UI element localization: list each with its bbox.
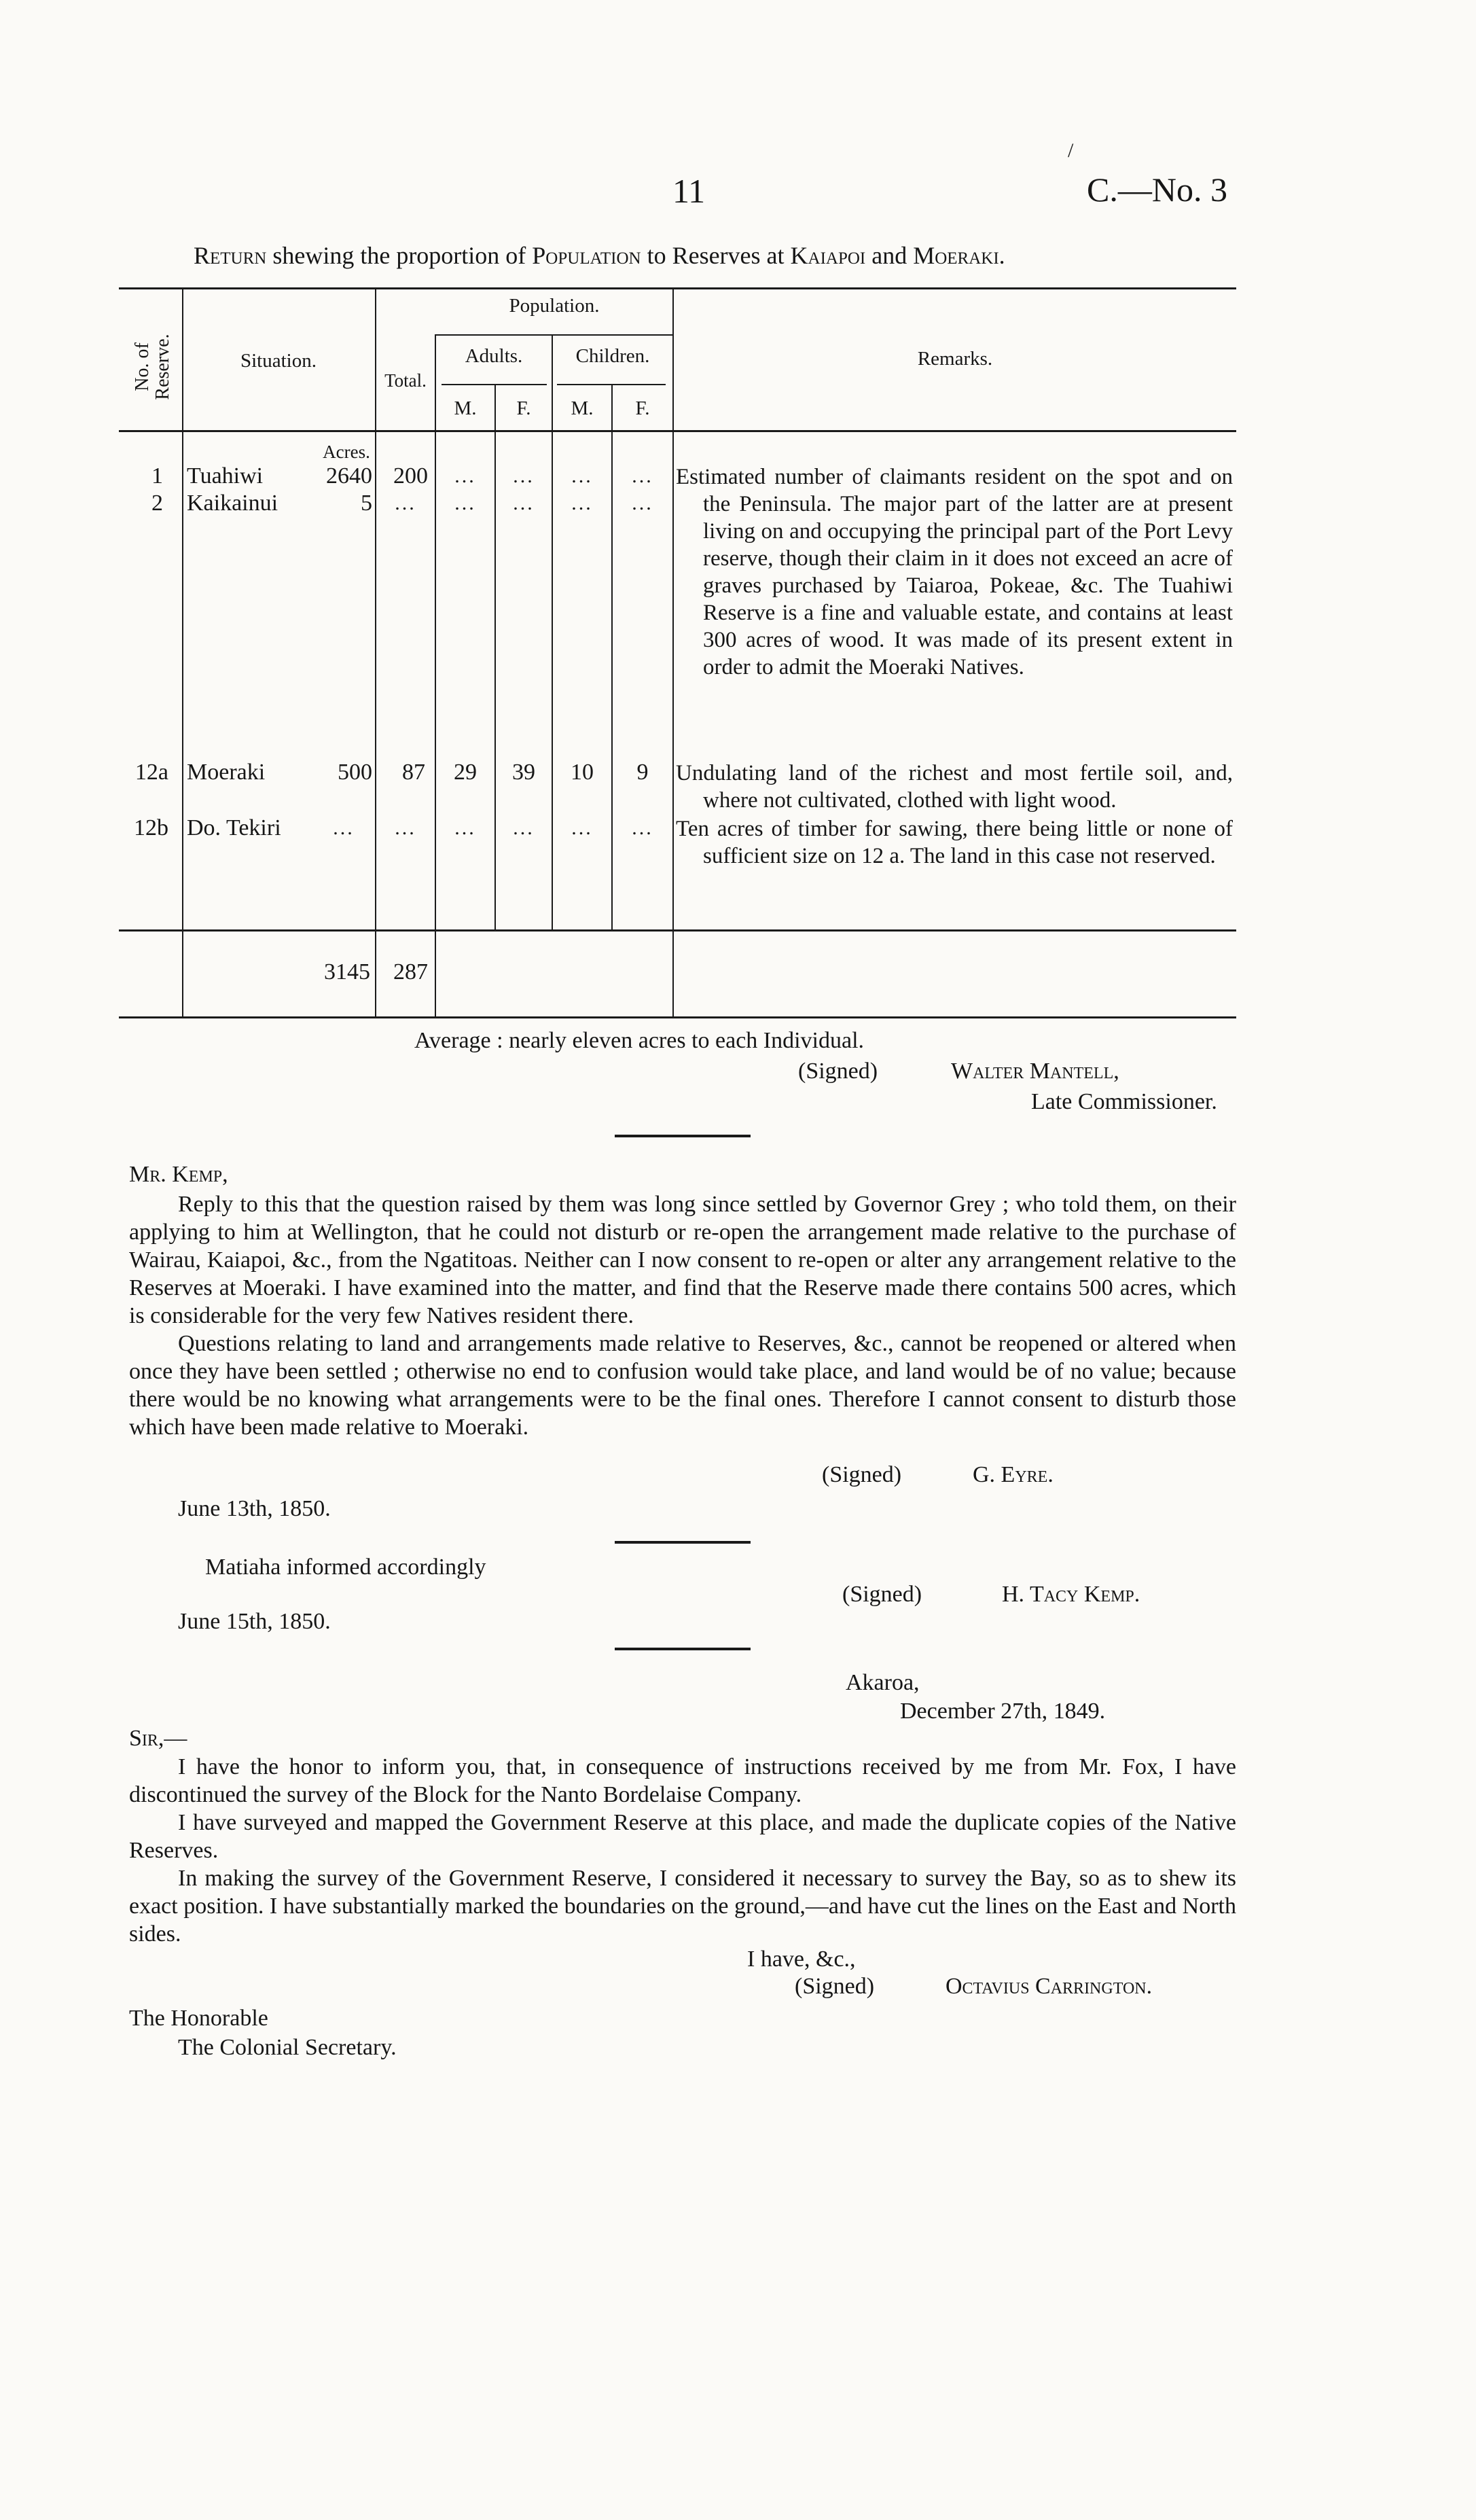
title-kaiapoi: Kaiapoi [790,242,866,269]
row-2-children-f: ... [632,492,653,514]
carrington-signed: (Signed) [795,1974,875,1999]
col-rule-3 [435,334,436,1018]
separator-2 [615,1541,751,1544]
row-2-adults-m: ... [454,492,476,514]
row-1-total: 200 [393,463,428,489]
mantell-signed: (Signed) [798,1059,878,1084]
carrington-paragraph-2: I have surveyed and mapped the Government Reserve at this place, and made the duplicate copies of the Native Reserves. [129,1810,1236,1863]
remarks-2: Undulating land of the richest and most fertile soil, and, where not cultivated, clothed with light wood. [676,761,1233,813]
header-children: Children. [575,345,650,367]
kemp-signed: (Signed) [842,1582,922,1607]
row-12b-total: ... [395,817,416,839]
eyre-salutation: Mr. Kemp, [129,1162,228,1187]
table-title [194,241,1212,270]
remarks-1: Estimated number of claimants resident on the spot and on the Peninsula. The major part of the latter are at present living on and occupying the principal part of the Port Levy reserve, though their claim in it does not exceed an acre of graves purchased by Taiaroa, Pokeae, &c. The Tuahiwi Reserve is a fine and valuable estate, and contains at least 300 acres of wood. It was made of its present extent in order to admit the Moeraki Natives. [676,465,1233,679]
header-total: Total. [384,370,427,391]
eyre-date: June 13th, 1850. [178,1496,331,1521]
col-rule-5 [552,334,553,929]
row-12a-total: 87 [402,760,425,785]
row-1-adults-f: ... [513,465,535,487]
title-text-2: to Reserves at [641,242,791,269]
separator-1 [615,1135,751,1137]
mantell-name: Walter Mantell, [951,1059,1119,1084]
table-top-rule [119,287,1236,289]
eyre-paragraph-2: Questions relating to land and arrangements made relative to Reserves, &c., cannot be reopened or altered when once they have been settled ; otherwise no end to confusion would take place, and land would be of no value; because there would be no knowing what arrangements were to be the final ones. Therefore I cannot consent to disturb those which have been made relative to Moeraki. [129,1331,1236,1440]
row-1-situation: Tuahiwi [187,463,264,489]
row-2-no: 2 [151,491,163,516]
remarks-3: Ten acres of timber for sawing, there being little or none of sufficient size on 12 a. The land in this case not reserved. [676,817,1233,868]
carrington-place: Akaroa, [846,1670,920,1695]
eyre-signed: (Signed) [822,1462,902,1487]
row-12a-children-m: 10 [571,760,594,785]
total-acres: 3145 [324,959,370,984]
row-2-acres: 5 [361,491,372,516]
col-rule-1 [182,287,183,1018]
row-1-acres: 2640 [326,463,372,489]
total-population: 287 [393,959,428,984]
col-rule-7 [672,287,674,1018]
mantell-title: Late Commissioner. [1031,1089,1217,1114]
eyre-name: G. Eyre. [973,1462,1054,1487]
header-acres: Acres. [323,442,370,462]
title-text-4: . [998,242,1005,269]
header-situation: Situation. [240,350,317,372]
row-2-children-m: ... [571,492,593,514]
title-text-3: and [865,242,914,269]
row-12b-children-m: ... [571,817,593,839]
title-population: Population [532,242,641,269]
header-adults-m: M. [454,397,477,419]
table-header-rule [119,430,1236,432]
row-12a-adults-f: 39 [512,760,535,785]
title-text-1: shewing the proportion of [266,242,533,269]
carrington-closing: I have, &c., [747,1947,856,1972]
row-2-adults-f: ... [513,492,535,514]
row-12a-situation: Moeraki [187,760,266,785]
kemp-date: June 15th, 1850. [178,1609,331,1634]
header-remarks: Remarks. [917,348,993,370]
row-12a-adults-m: 29 [454,760,477,785]
row-12a-no: 12a [134,760,168,785]
table-total-rule [119,929,1236,931]
margin-mark: / [1068,139,1074,162]
row-1-children-m: ... [571,465,593,487]
carrington-letter-body [129,1753,1236,1948]
row-12b-adults-m: ... [454,817,476,839]
row-12a-acres: 500 [338,760,372,785]
header-no-of-reserve: No. of Reserve. [132,334,173,400]
title-moeraki: Moeraki [913,242,999,269]
carrington-paragraph-3: In making the survey of the Government Reserve, I considered it necessary to survey the Bay, so as to shew its exact position. I have substantially marked the boundaries on the ground,—and have cut the lines on the East and North sides. [129,1866,1236,1947]
row-12a-children-f: 9 [636,760,649,785]
row-12b-no: 12b [134,815,168,840]
col-rule-2 [375,287,376,1018]
row-1-adults-m: ... [454,465,476,487]
row-12b-acres: ... [333,817,355,839]
addressee-line-2: The Colonial Secretary. [178,2035,397,2060]
header-children-f: F. [635,397,650,419]
row-12b-situation: Do. Tekiri [187,815,281,840]
title-return: Return [194,242,267,269]
carrington-paragraph-1: I have the honor to inform you, that, in consequence of instructions received by me from Mr. Fox, I have discontinued the survey of the Block for the Nanto Bordelaise Company. [129,1754,1236,1807]
row-1-children-f: ... [632,465,653,487]
table-bottom-rule [119,1016,1236,1018]
row-2-situation: Kaikainui [187,491,278,516]
carrington-name: Octavius Carrington. [946,1974,1153,1999]
carrington-date: December 27th, 1849. [900,1699,1106,1724]
kemp-note-text: Matiaha informed accordingly [205,1555,486,1580]
document-reference: C.—No. 3 [1087,171,1227,209]
header-adults-f: F. [516,397,531,419]
eyre-letter-body [129,1190,1236,1441]
population-rule [435,334,672,336]
eyre-paragraph-1: Reply to this that the question raised by them was long since settled by Governor Grey ; who told them, on their applying to him at Wellington, that he could not disturb or re-open the arrangement made relative to the purchase of Wairau, Kaiapoi, &c., from the Ngatitoas. Neither can I now consent to re-open or alter any arrangement relative to the Reserves at Moeraki. I have examined into the matter, and find that the Reserve made there contains 500 acres, which is considerable for the very few Natives resident there. [129,1192,1236,1328]
header-adults: Adults. [465,345,523,367]
row-1-no: 1 [151,463,163,489]
row-2-total: ... [395,492,416,514]
row-12b-children-f: ... [632,817,653,839]
addressee-line-1: The Honorable [129,2006,268,2031]
header-children-m: M. [571,397,594,419]
page-number: 11 [672,172,706,210]
average-note: Average : nearly eleven acres to each Individual. [414,1028,865,1053]
header-population: Population. [509,295,600,317]
row-12b-adults-f: ... [513,817,535,839]
separator-3 [615,1648,751,1650]
kemp-name: H. Tacy Kemp. [1002,1582,1140,1607]
carrington-salutation: Sir,— [129,1726,187,1751]
